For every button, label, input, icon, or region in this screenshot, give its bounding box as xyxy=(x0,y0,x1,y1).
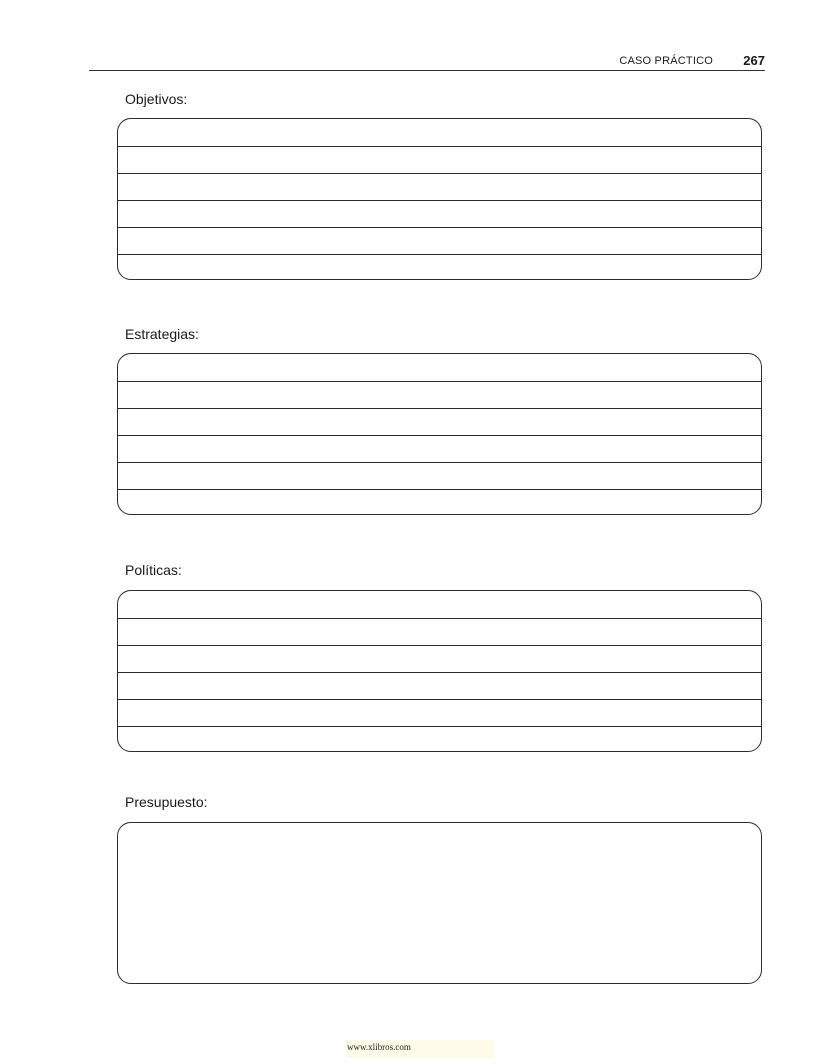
estrategias-label: Estrategias: xyxy=(125,326,199,342)
objetivos-label: Objetivos: xyxy=(125,91,188,107)
writing-line xyxy=(118,489,761,490)
writing-line xyxy=(118,146,761,147)
writing-line xyxy=(118,618,761,619)
running-head xyxy=(89,52,765,71)
politicas-lined-box xyxy=(117,590,762,752)
writing-line xyxy=(118,462,761,463)
writing-line xyxy=(118,200,761,201)
footer-watermark xyxy=(346,1040,494,1058)
estrategias-lined-box xyxy=(117,353,762,515)
writing-line xyxy=(118,173,761,174)
writing-line xyxy=(118,254,761,255)
running-head-section-name: CASO PRÁCTICO xyxy=(619,55,713,67)
politicas-label: Políticas: xyxy=(125,562,182,578)
writing-line xyxy=(118,699,761,700)
writing-line xyxy=(118,672,761,673)
presupuesto-box xyxy=(117,822,762,984)
objetivos-lined-box xyxy=(117,118,762,280)
writing-line xyxy=(118,408,761,409)
writing-line xyxy=(118,645,761,646)
page-number: 267 xyxy=(743,53,765,68)
writing-line xyxy=(118,381,761,382)
writing-line xyxy=(118,435,761,436)
writing-line xyxy=(118,227,761,228)
footer-url-text: www.xlibros.com xyxy=(347,1042,411,1052)
writing-line xyxy=(118,726,761,727)
presupuesto-label: Presupuesto: xyxy=(125,794,208,810)
